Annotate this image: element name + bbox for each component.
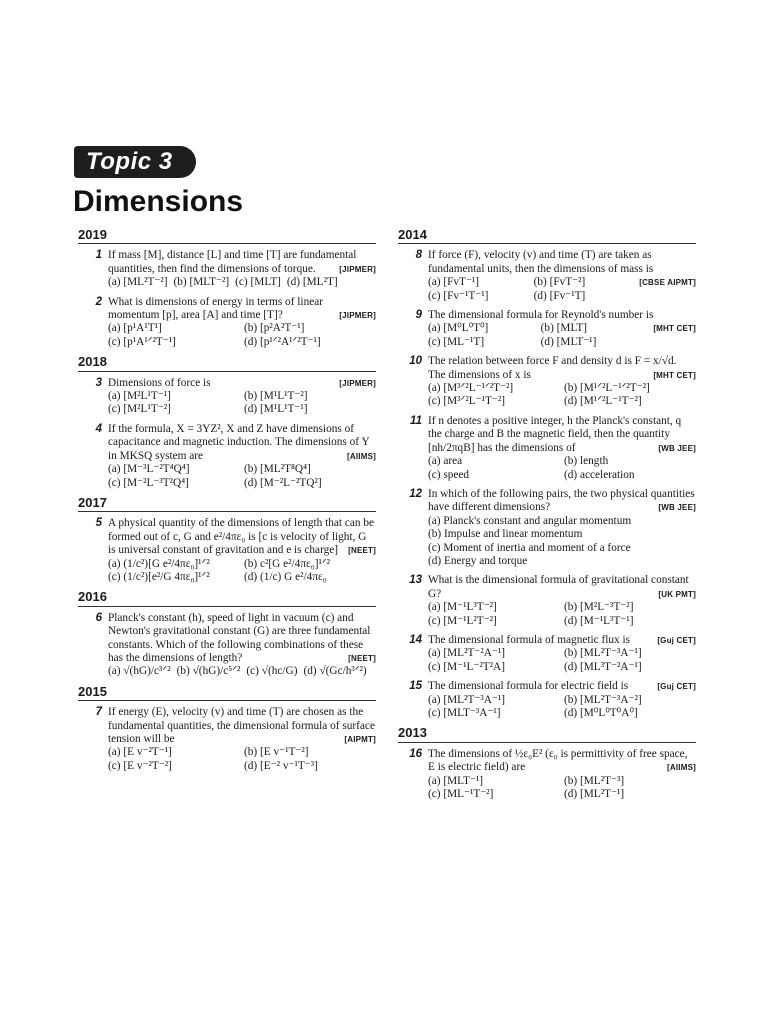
answer-option[interactable]: (a) [M²L¹T⁻¹]: [108, 390, 171, 403]
question-item: [398, 680, 696, 720]
options-list: [108, 463, 376, 490]
answer-option[interactable]: (c) [p¹A¹ᐟ²T⁻¹]: [108, 335, 176, 348]
answer-option[interactable]: (d) [ML³T⁻²A⁻¹]: [564, 660, 642, 673]
question-text: If the formula, X = 3YZ², X and Z have dimensions of capacitance and magnetic induction. The dimensions of Y in MKSQ system are: [108, 422, 370, 462]
answer-option[interactable]: (d) [MLT⁻¹]: [540, 335, 597, 348]
answer-option[interactable]: (d) [p¹ᐟ²A¹ᐟ²T⁻¹]: [244, 335, 321, 348]
question-text: Dimensions of force is: [108, 376, 211, 389]
answer-option[interactable]: (a) [ML²T⁻³A⁻¹]: [428, 693, 505, 706]
year-heading: 2014: [398, 228, 696, 244]
exam-source: [Guj CET]: [657, 635, 696, 645]
options-list: [108, 322, 376, 349]
answer-option[interactable]: (a) [ML²T⁻²A⁻¹]: [428, 647, 505, 660]
question-number: 3: [95, 376, 102, 389]
exam-source: [JIPMER]: [339, 378, 376, 388]
question-text: If force (F), velocity (v) and time (T) are taken as fundamental units, then the dimensions of mass is: [428, 249, 654, 275]
answer-option[interactable]: (c) [M⁻²L⁻³T²Q⁴]: [108, 476, 189, 489]
exam-source: [AIIMS]: [667, 763, 696, 773]
answer-option[interactable]: (c) [M⁻¹L²T⁻²]: [428, 614, 497, 627]
answer-option[interactable]: (b) [M¹ᐟ²L⁻¹ᐟ²T⁻²]: [564, 382, 650, 395]
answer-option[interactable]: (b) [MLT]: [540, 322, 587, 335]
answer-option[interactable]: (c) [Fv⁻¹T⁻¹]: [428, 289, 489, 302]
question-text: The dimensional formula for electric field is: [428, 680, 629, 693]
answer-option[interactable]: (a) [MLT⁻¹]: [428, 774, 484, 787]
question-text-block: [108, 296, 376, 323]
answer-option[interactable]: (b) c²[G e²/4πε₀]¹ᐟ²: [244, 557, 331, 570]
exam-source: [AIIMS]: [347, 451, 376, 461]
question-item: [398, 488, 696, 568]
question-item: [398, 415, 696, 482]
question-number: 2: [95, 295, 102, 308]
answer-option[interactable]: (d) √(Gc/h³ᐟ²): [303, 665, 367, 678]
question-item: [398, 574, 696, 628]
answer-option[interactable]: (c) [M⁻¹L⁻²T²A]: [428, 660, 505, 673]
exam-source: [NEET]: [348, 546, 376, 556]
options-list: [428, 515, 696, 569]
question-text-block: [108, 706, 376, 746]
answer-option[interactable]: (c) Moment of inertia and moment of a force: [428, 541, 631, 554]
question-number: 10: [409, 355, 422, 368]
left-column: [78, 228, 376, 779]
question-text: In which of the following pairs, the two physical quantities have different dimensions?: [428, 487, 695, 514]
answer-option[interactable]: (c) √(hc/G): [246, 665, 298, 678]
question-number: 8: [415, 249, 422, 262]
options-list: [428, 694, 696, 721]
answer-option[interactable]: (a) area: [428, 455, 463, 468]
year-heading: 2018: [78, 355, 376, 371]
question-item: [78, 706, 376, 773]
answer-option[interactable]: (d) [ML²T]: [286, 276, 338, 289]
exam-source: [WB JEE]: [658, 443, 696, 453]
answer-option[interactable]: (d) [M⁻²L⁻²TQ²]: [244, 476, 322, 489]
answer-option[interactable]: (c) [MLT]: [235, 276, 281, 289]
answer-option[interactable]: (a) [M⁻³L⁻²T⁴Q⁴]: [108, 463, 190, 476]
answer-option[interactable]: (a) √(hG)/c³ᐟ²: [108, 665, 171, 678]
exam-source: [Guj CET]: [657, 682, 696, 692]
question-number: 15: [409, 680, 422, 693]
question-item: [398, 748, 696, 802]
answer-option[interactable]: (b) [ML²T⁻³A⁻²]: [564, 693, 642, 706]
exam-source: [UK PMT]: [658, 589, 696, 599]
answer-option[interactable]: (c) speed: [428, 468, 470, 481]
question-text-block: [108, 517, 376, 557]
exam-source: [NEET]: [348, 653, 376, 663]
question-text-block: [428, 415, 696, 455]
answer-option[interactable]: (a) [E v⁻²T⁻¹]: [108, 746, 172, 759]
answer-option[interactable]: (b) [MLT⁻²]: [173, 276, 230, 289]
answer-option[interactable]: (c) [ML⁻¹T⁻²]: [428, 788, 494, 801]
answer-option[interactable]: (b) [ML²T⁻³]: [564, 774, 625, 787]
answer-option[interactable]: (d) [Fv⁻¹T]: [533, 289, 586, 302]
answer-option[interactable]: (c) [ML⁻¹T]: [428, 335, 485, 348]
options-list: [108, 276, 376, 289]
answer-option[interactable]: (d) acceleration: [564, 468, 635, 481]
options-list: [428, 647, 696, 674]
question-text-block: [108, 249, 376, 276]
answer-option[interactable]: (a) (1/c²)[G e²/4πε₀]¹ᐟ²: [108, 557, 210, 570]
question-text: If energy (E), velocity (v) and time (T) are chosen as the fundamental quantities, the dimensional formula of surface tension will be: [108, 706, 375, 745]
question-item: [398, 634, 696, 674]
question-text: A physical quantity of the dimensions of length that can be formed out of c, G and e²/4πε₀ is [c is velocity of light, G is universal constant of gravitation and e is charge]: [108, 517, 375, 557]
answer-option[interactable]: (c) [M³ᐟ²L⁻¹T⁻²]: [428, 395, 505, 408]
options-list: [428, 775, 696, 802]
year-heading: 2016: [78, 590, 376, 606]
question-number: 16: [409, 747, 422, 760]
question-number: 14: [409, 633, 422, 646]
question-text: The dimensional formula for Reynold's number is: [428, 309, 654, 322]
options-list: [108, 665, 376, 678]
exam-source: [AIPMT]: [344, 735, 376, 744]
right-column: [398, 228, 696, 807]
question-number: 12: [409, 487, 422, 500]
answer-option[interactable]: (b) [E v⁻¹T⁻²]: [244, 746, 309, 759]
question-item: [398, 309, 696, 349]
answer-option[interactable]: (b) [p²A²T⁻¹]: [244, 322, 305, 335]
question-text-block: [428, 634, 696, 647]
question-item: [78, 296, 376, 350]
question-item: [78, 377, 376, 417]
answer-option[interactable]: (b) [M¹L¹T⁻²]: [244, 390, 308, 403]
options-list: [428, 601, 696, 628]
question-text-block: [108, 612, 376, 666]
question-item: [398, 355, 696, 409]
exam-source: [MHT CET]: [653, 370, 696, 380]
answer-option[interactable]: (b) [ML²T⁸Q⁴]: [244, 463, 311, 476]
options-list: [428, 322, 649, 349]
question-number: 9: [415, 309, 422, 322]
year-heading: 2015: [78, 685, 376, 701]
answer-option[interactable]: (d) [M¹L¹T⁻¹]: [244, 403, 308, 416]
answer-option[interactable]: (a) [M⁰L⁰T⁰]: [428, 322, 489, 335]
topic-badge: Topic 3: [74, 146, 196, 178]
exam-source: [CBSE AIPMT]: [639, 278, 696, 288]
options-list: [428, 276, 635, 303]
answer-option[interactable]: (b) Impulse and linear momentum: [428, 528, 583, 541]
answer-option[interactable]: (c) (1/c²)[e²/G 4πε₀]¹ᐟ²: [108, 570, 210, 583]
answer-option[interactable]: (a) [FvT⁻¹]: [428, 276, 480, 289]
answer-option[interactable]: (c) [MLT⁻³A⁻¹]: [428, 707, 501, 719]
question-text-block: [428, 680, 696, 693]
question-text: The dimensions of ½ε₀E² (ε₀ is permittivity of free space, E is electric field) are: [428, 747, 688, 774]
question-number: 1: [95, 249, 102, 262]
question-number: 5: [95, 517, 102, 530]
question-text: The relation between force F and density d is F = x/√d. The dimensions of x is: [428, 355, 677, 381]
answer-option[interactable]: (d) [M⁻¹L³T⁻¹]: [564, 614, 634, 627]
options-list: [428, 455, 696, 482]
answer-option[interactable]: (a) [ML²T⁻²]: [108, 276, 168, 289]
question-item: [78, 423, 376, 490]
question-item: [78, 517, 376, 584]
question-number: 7: [95, 706, 102, 719]
exam-source: [JIPMER]: [339, 311, 376, 321]
answer-option[interactable]: (a) [M³ᐟ²L⁻¹ᐟ²T⁻²]: [428, 382, 514, 395]
answer-option[interactable]: (a) Planck's constant and angular momentum: [428, 514, 632, 527]
answer-option[interactable]: (a) [M⁻¹L³T⁻²]: [428, 601, 497, 614]
answer-option[interactable]: (b) [M²L⁻³T⁻²]: [564, 601, 634, 614]
question-text: If n denotes a positive integer, h the Planck's constant, q the charge and B the magnetic field, then the quantity [nh/2πqB] has the dimensions of: [428, 414, 682, 454]
answer-option[interactable]: (c) [M²L¹T⁻²]: [108, 403, 171, 416]
question-item: [398, 249, 696, 303]
options-list: [108, 558, 376, 585]
answer-option[interactable]: (d) Energy and torque: [428, 554, 528, 567]
answer-option[interactable]: (d) [M¹ᐟ²L⁻¹T⁻²]: [564, 395, 642, 408]
options-list: [108, 390, 376, 417]
question-text-block: [428, 488, 696, 515]
page-title: Dimensions: [73, 185, 244, 218]
question-text: If mass [M], distance [L] and time [T] are fundamental quantities, then find the dimensions of torque.: [108, 249, 357, 275]
answer-option[interactable]: (d) [M⁰L⁰T⁰A⁰]: [564, 707, 638, 719]
question-text: What is the dimensional formula of gravitational constant G?: [428, 574, 689, 600]
answer-option[interactable]: (b) [ML²T⁻³A⁻¹]: [564, 647, 642, 660]
year-heading: 2017: [78, 496, 376, 512]
question-number: 11: [410, 414, 422, 427]
exam-source: [JIPMER]: [339, 264, 376, 274]
answer-option[interactable]: (c) [E v⁻²T⁻²]: [108, 759, 172, 772]
question-text-block: [428, 748, 696, 775]
question-item: [78, 612, 376, 679]
answer-option[interactable]: (b) √(hG)/c⁵ᐟ²: [176, 665, 241, 678]
answer-option[interactable]: (d) [E⁻² v⁻¹T⁻³]: [244, 759, 318, 772]
answer-option[interactable]: (a) [p¹A¹T¹]: [108, 322, 162, 335]
answer-option[interactable]: (b) length: [564, 455, 609, 468]
year-heading: 2019: [78, 228, 376, 244]
question-text-block: [108, 377, 376, 390]
question-text-block: [428, 574, 696, 601]
question-text: What is dimensions of energy in terms of linear momentum [p], area [A] and time [T]?: [108, 295, 324, 322]
question-text-block: [428, 355, 696, 382]
question-text: The dimensional formula of magnetic flux is: [428, 633, 631, 646]
answer-option[interactable]: (d) (1/c) G e²/4πε₀: [244, 570, 327, 583]
answer-option[interactable]: (b) [FvT⁻²]: [533, 276, 586, 289]
question-number: 4: [95, 422, 102, 435]
question-number: 13: [409, 574, 422, 587]
answer-option[interactable]: (d) [ML²T⁻¹]: [564, 788, 625, 801]
question-text: Planck's constant (h), speed of light in vacuum (c) and Newton's gravitational constant (G) are three fundamental constants. Which of the following combinations of these has the dimensions of length?: [108, 611, 371, 664]
question-text-block: [108, 423, 376, 463]
exam-source: [MHT CET]: [653, 324, 696, 334]
exam-source: [WB JEE]: [658, 503, 696, 513]
question-number: 6: [95, 611, 102, 624]
year-heading: 2013: [398, 726, 696, 742]
options-list: [108, 746, 376, 773]
question-item: [78, 249, 376, 289]
options-list: [428, 382, 696, 409]
